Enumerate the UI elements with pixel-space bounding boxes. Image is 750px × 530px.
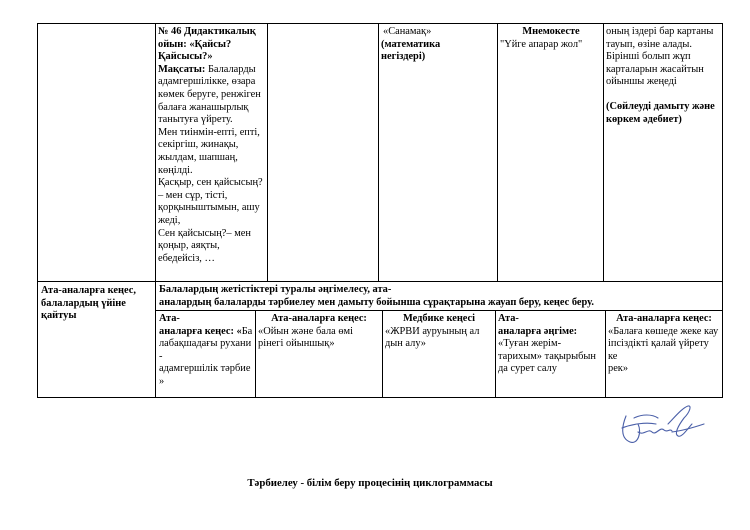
- mnemonic-text: "Үйге апарар жол": [500, 38, 583, 50]
- mnemonic-title: Мнемокесте: [522, 26, 580, 37]
- game-goal: [158, 64, 266, 127]
- parents-talk-text: «Туған жерім- тарихым» тақырыбын да сурет салу: [498, 338, 596, 375]
- table-border-left: [37, 23, 38, 398]
- table-column-divider: [603, 23, 604, 282]
- parents-advice-cell-1: [159, 313, 253, 389]
- game-continuation-cell: [606, 26, 718, 126]
- parents-advice-title: Ата- аналарға кеңес: «: [159, 313, 242, 337]
- game-goal-label: Мақсаты:: [158, 63, 206, 75]
- parents-talk-title: Ата- аналарға әңгіме:: [498, 313, 578, 337]
- parents-advice-text: «Ойын және бала өмі рінегі ойыншық»: [258, 325, 354, 350]
- game-goal-text: Балаларды адамгершілікке, өзара көмек беруге, ренжіген балаға жанашырлық танытуға үйрету.: [158, 63, 261, 126]
- table-column-divider: [267, 23, 268, 282]
- parents-advice-label: Ата-аналарға кеңес, балалардың үйіне қайтуы: [41, 285, 136, 322]
- table-column-divider: [382, 310, 383, 398]
- parents-advice-text: «Балаға көшеде жеке кау іпсіздікті қалай үйрету ке рек»: [608, 325, 719, 375]
- counting-rhyme-cell: [381, 26, 495, 64]
- table-column-divider: [497, 23, 498, 282]
- counting-rhyme-subject: (математика негіздері): [381, 38, 441, 63]
- counting-rhyme-title: «Санамақ»: [383, 26, 432, 37]
- table-row-divider: [37, 281, 723, 282]
- parents-advice-text: Ба лабақшадағы рухани - адамгершілік тәрбие »: [159, 325, 253, 387]
- signature-image: [612, 398, 708, 450]
- game-title: № 46 Дидактикалық ойын: «Қайсы? Қайсысы?»: [158, 26, 256, 63]
- nurse-advice-title: Медбике кеңесі: [402, 313, 476, 324]
- nurse-advice-cell: [385, 313, 493, 351]
- table-column-divider: [255, 310, 256, 398]
- parents-talk-cell: [498, 313, 603, 376]
- parents-advice-cell-2: [258, 313, 380, 351]
- game-continuation-text: оның іздері бар картаны тауып, өзіне алады. Бірінші болып жұп карталарын жасайтын ойыншы жеңеді: [606, 26, 714, 88]
- parents-advice-title: Ата-аналарға кеңес:: [271, 313, 367, 324]
- table-border-right: [722, 23, 723, 398]
- parents-advice-title: Ата-аналарға кеңес:: [616, 313, 712, 324]
- parents-section-header: Балалардың жетістіктері туралы әңгімелесу, ата- аналардың балаларды тәрбиелеу мен дамыту бойынша сұрақтарына жауап беру, кеңес беру.: [159, 284, 594, 308]
- didactic-game-cell: [158, 26, 266, 265]
- subject-area-note: (Сөйлеуді дамыту және көркем әдебиет): [606, 100, 715, 125]
- nurse-advice-text: «ЖРВИ ауруының ал дын алу»: [385, 325, 480, 350]
- page-caption: Тәрбиелеу - білім беру процесінің циклограммасы: [247, 477, 493, 489]
- table-column-divider: [495, 310, 496, 398]
- table-subrow-divider: [155, 310, 723, 311]
- parents-advice-cell-5: [608, 313, 720, 376]
- table-column-divider: [378, 23, 379, 282]
- mnemonic-cell: [500, 26, 602, 51]
- table-column-divider: [155, 23, 156, 398]
- table-border-top: [37, 23, 723, 24]
- table-column-divider: [605, 310, 606, 398]
- game-dialogue: Мен тиінмін-епті, епті, секіргіш, жинақы, жылдам, шапшаң, көңілді. Қасқыр, сен қайсысың? – мен сұр, тісті, қорқыныштымын, ашу жеді, Сен қайсысың?– мен қоңыр, аяқты, ебедейсіз, …: [158, 126, 263, 264]
